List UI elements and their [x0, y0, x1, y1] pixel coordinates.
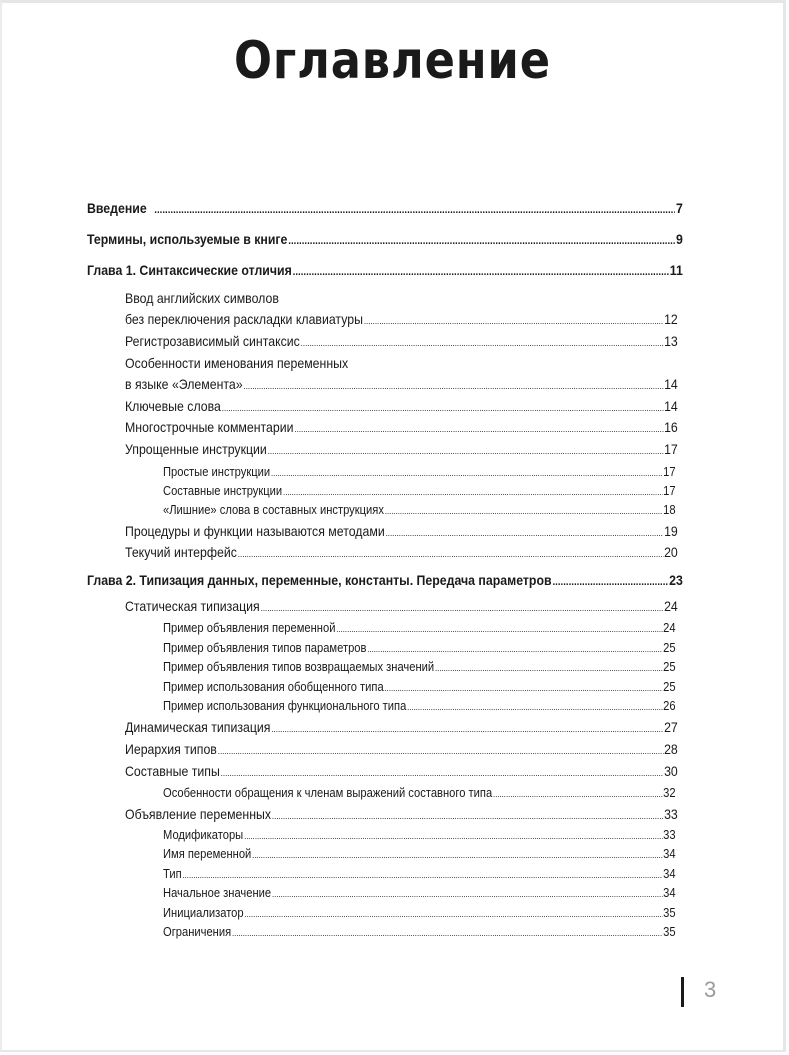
dot-leader [154, 204, 675, 216]
toc-subentry[interactable]: Инициализатор ..... 35 [163, 905, 676, 920]
toc-entry[interactable]: Текучий интерфейс ..... 20 [125, 544, 678, 560]
dot-leader [222, 403, 663, 413]
toc-subentry[interactable]: Пример использования обобщенного типа ..... 25 [163, 679, 676, 694]
toc-subentry[interactable]: Составные инструкции ..... 17 [163, 483, 676, 498]
toc-entry-terms[interactable]: Термины, используемые в книге ..... 9 [87, 231, 683, 247]
page-ref: 33 [664, 806, 678, 822]
dot-leader [294, 424, 663, 434]
page-ref: 17 [663, 483, 676, 498]
dot-leader [272, 889, 662, 899]
dot-leader [386, 528, 664, 538]
toc-subentry[interactable]: Ограничения ..... 35 [163, 924, 676, 939]
page-ref: 12 [664, 311, 678, 327]
toc-entry-line1: Особенности именования переменных [125, 355, 349, 371]
dot-leader [243, 381, 663, 391]
page-ref: 28 [664, 741, 678, 757]
toc-subentry[interactable]: Особенности обращения к членам выражений составного типа ..... 32 [163, 785, 676, 800]
page-ref: 13 [664, 333, 678, 349]
toc-entry[interactable]: Ключевые слова ..... 14 [125, 398, 678, 414]
dot-leader [238, 549, 663, 559]
page-ref: 35 [663, 924, 676, 939]
page-ref: 17 [664, 441, 678, 457]
dot-leader [232, 928, 662, 938]
toc-entry-intro[interactable]: Введение ..... 7 [87, 200, 683, 216]
page-ref: 34 [663, 885, 676, 900]
toc-subentry[interactable]: Модификаторы ..... 33 [163, 827, 676, 842]
dot-leader [272, 811, 663, 821]
dot-leader [385, 683, 663, 693]
page-ref: 11 [669, 262, 683, 278]
toc-subentry[interactable]: Простые инструкции ..... 17 [163, 464, 676, 479]
toc-entry[interactable]: Динамическая типизация ..... 27 [125, 719, 678, 735]
toc-entry[interactable]: в языке «Элемента» ..... 14 [125, 376, 678, 392]
toc-entry[interactable]: Процедуры и функции называются методами ..... 19 [125, 523, 678, 539]
dot-leader [271, 724, 663, 734]
toc-entry[interactable]: Статическая типизация ..... 24 [125, 598, 678, 614]
page-ref: 27 [664, 719, 678, 735]
toc-subentry[interactable]: «Лишние» слова в составных инструкциях ..... 18 [163, 502, 676, 517]
page-ref: 19 [664, 523, 678, 539]
toc-subentry[interactable]: Имя переменной ..... 34 [163, 846, 676, 861]
dot-leader [493, 789, 662, 799]
dot-leader [268, 446, 664, 456]
page-ref: 20 [664, 544, 678, 560]
dot-leader [283, 487, 662, 497]
page-ref: 7 [675, 200, 683, 216]
page-ref: 25 [663, 640, 676, 655]
toc-entry-line1: Ввод английских символов [125, 290, 279, 306]
dot-leader [261, 603, 664, 613]
page-ref: 26 [663, 698, 676, 713]
dot-leader [244, 909, 662, 919]
dot-leader [364, 316, 663, 326]
page-ref: 18 [663, 502, 676, 517]
page-ref: 16 [664, 419, 678, 435]
toc-subentry[interactable]: Тип ..... 34 [163, 866, 676, 881]
page-ref: 34 [663, 866, 676, 881]
toc-entry[interactable]: Иерархия типов ..... 28 [125, 741, 678, 757]
dot-leader [288, 235, 675, 247]
toc-entry[interactable]: Упрощенные инструкции ..... 17 [125, 441, 678, 457]
toc-subentry[interactable]: Начальное значение ..... 34 [163, 885, 676, 900]
page-ref: 17 [663, 464, 676, 479]
dot-leader [218, 746, 663, 756]
dot-leader [182, 870, 662, 880]
toc-entry[interactable]: Составные типы ..... 30 [125, 763, 678, 779]
dot-leader [244, 831, 662, 841]
dot-leader [435, 663, 662, 673]
dot-leader [407, 702, 662, 712]
dot-leader [367, 644, 662, 654]
toc-entry[interactable]: без переключения раскладки клавиатуры ..... 12 [125, 311, 678, 327]
page-ref: 32 [663, 785, 676, 800]
dot-leader [293, 266, 669, 278]
page-ref: 24 [664, 598, 678, 614]
dot-leader [385, 506, 662, 516]
dot-leader [336, 624, 662, 634]
toc-entry-chapter-2[interactable]: Глава 2. Типизация данных, переменные, константы. Передача параметров ..... 23 [87, 572, 683, 588]
page-ref: 25 [663, 659, 676, 674]
page-number: 3 [704, 977, 717, 1002]
dot-leader [252, 850, 662, 860]
page-ref: 25 [663, 679, 676, 694]
page-ref: 33 [663, 827, 676, 842]
toc-subentry[interactable]: Пример объявления типов параметров ..... 25 [163, 640, 676, 655]
toc-entry[interactable]: Многострочные комментарии ..... 16 [125, 419, 678, 435]
dot-leader [271, 468, 662, 478]
dot-leader [552, 576, 668, 588]
page-ref: 14 [664, 376, 678, 392]
toc-entry[interactable]: Регистрозависимый синтаксис ..... 13 [125, 333, 678, 349]
footer-divider [681, 977, 684, 1007]
dot-leader [301, 338, 664, 348]
page-ref: 23 [669, 572, 683, 588]
page-ref: 9 [675, 231, 683, 247]
page-ref: 30 [664, 763, 678, 779]
page-ref: 35 [663, 905, 676, 920]
page-title: Оглавление [234, 31, 551, 91]
page-ref: 24 [663, 620, 676, 635]
toc-subentry[interactable]: Пример использования функционального типа ..... 26 [163, 698, 676, 713]
toc-subentry[interactable]: Пример объявления типов возвращаемых значений ..... 25 [163, 659, 676, 674]
toc-entry[interactable]: Объявление переменных ..... 33 [125, 806, 678, 822]
toc-subentry[interactable]: Пример объявления переменной ..... 24 [163, 620, 676, 635]
toc-entry-chapter-1[interactable]: Глава 1. Синтаксические отличия ..... 11 [87, 262, 683, 278]
dot-leader [221, 768, 664, 778]
page-ref: 14 [664, 398, 678, 414]
page-ref: 34 [663, 846, 676, 861]
